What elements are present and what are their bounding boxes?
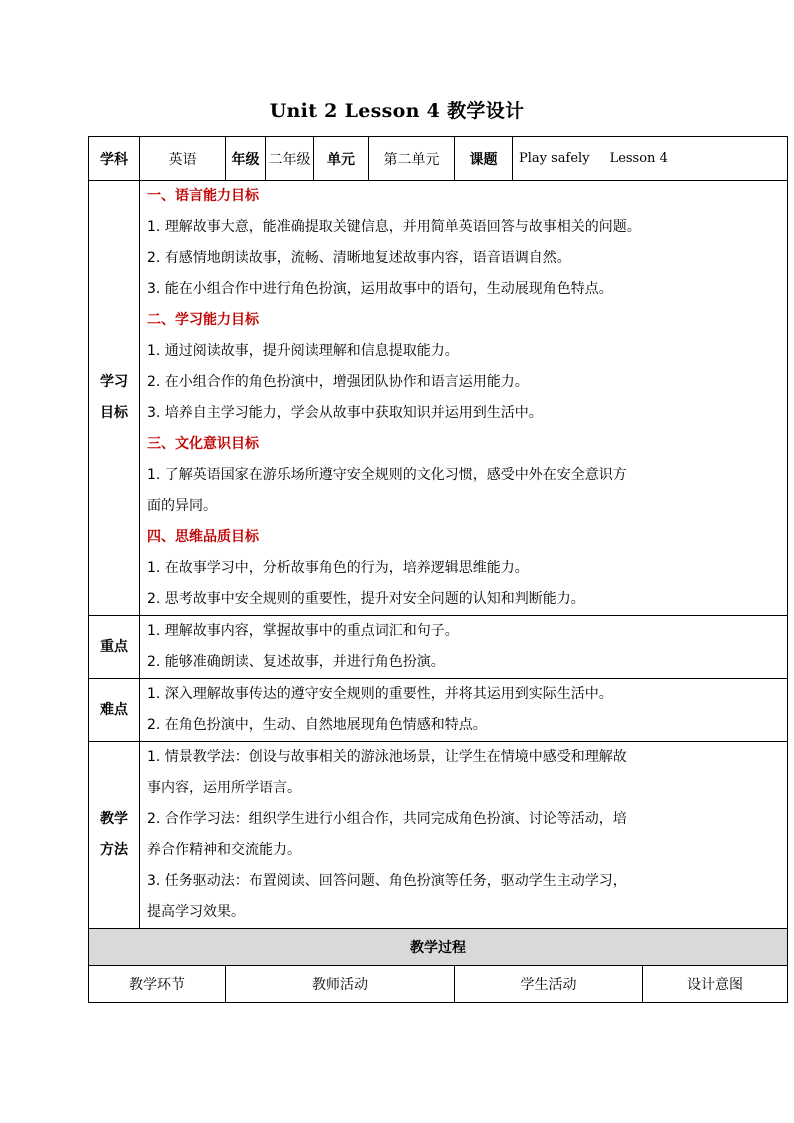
- subject-value: 英语: [140, 137, 226, 181]
- goal-item: 3. 培养自主学习能力，学会从故事中获取知识并运用到生活中。: [147, 405, 543, 421]
- method-item: 1. 情景教学法：创设与故事相关的游泳池场景，让学生在情境中感受和理解故: [147, 749, 627, 765]
- goal-heading-culture: 三、文化意识目标: [147, 436, 259, 452]
- process-header-row: [89, 929, 788, 966]
- goal-item: 3. 能在小组合作中进行角色扮演，运用故事中的语句，生动展现角色特点。: [147, 281, 613, 297]
- key-point-item: 2. 能够准确朗读、复述故事，并进行角色扮演。: [147, 654, 445, 670]
- key-points-label: [89, 616, 140, 679]
- methods-row: [89, 742, 788, 929]
- goal-heading-language: 一、语言能力目标: [147, 188, 259, 204]
- goal-item-continued: 面的异同。: [147, 498, 217, 514]
- key-point-item: 1. 理解故事内容，掌握故事中的重点词汇和句子。: [147, 623, 459, 639]
- topic-value-lesson: Lesson 4: [609, 151, 668, 166]
- method-item: 3. 任务驱动法：布置阅读、回答问题、角色扮演等任务，驱动学生主动学习，: [147, 873, 627, 889]
- goal-item: 2. 有感情地朗读故事，流畅、清晰地复述故事内容，语音语调自然。: [147, 250, 571, 266]
- topic-value: [513, 137, 788, 181]
- goal-item: 1. 通过阅读故事，提升阅读理解和信息提取能力。: [147, 343, 459, 359]
- goal-item: 2. 思考故事中安全规则的重要性，提升对安全问题的认知和判断能力。: [147, 591, 585, 607]
- col-teaching-stage: 教学环节: [89, 966, 226, 1003]
- grade-label: 年级: [226, 137, 266, 181]
- difficult-point-item: 2. 在角色扮演中，生动、自然地展现角色情感和特点。: [147, 717, 487, 733]
- topic-value-title: Play safely: [519, 151, 590, 166]
- goal-item: 1. 在故事学习中，分析故事角色的行为，培养逻辑思维能力。: [147, 560, 529, 576]
- goal-item: 1. 理解故事大意，能准确提取关键信息，并用简单英语回答与故事相关的问题。: [147, 219, 641, 235]
- col-teacher-activity: 教师活动: [226, 966, 455, 1003]
- goals-row: [89, 181, 788, 616]
- methods-label: [89, 742, 140, 929]
- methods-label-line2: 方法: [100, 842, 128, 858]
- unit-value: 第二单元: [369, 137, 455, 181]
- key-points-row: [89, 616, 788, 679]
- difficult-points-content: [140, 679, 788, 742]
- methods-label-line1: 教学: [100, 811, 128, 827]
- method-item: 2. 合作学习法：组织学生进行小组合作，共同完成角色扮演、讨论等活动，培: [147, 811, 627, 827]
- subject-label: 学科: [89, 137, 140, 181]
- topic-label: 课题: [455, 137, 513, 181]
- col-design-intent: 设计意图: [643, 966, 788, 1003]
- grade-value: 二年级: [266, 137, 314, 181]
- col-student-activity: 学生活动: [455, 966, 643, 1003]
- method-item-continued: 事内容，运用所学语言。: [147, 780, 301, 796]
- goals-label-line2: 目标: [100, 405, 128, 421]
- goal-heading-thinking: 四、思维品质目标: [147, 529, 259, 545]
- key-points-content: [140, 616, 788, 679]
- method-item-continued: 提高学习效果。: [147, 904, 245, 920]
- key-points-label-text: 重点: [100, 638, 128, 655]
- difficult-points-row: [89, 679, 788, 742]
- unit-label: 单元: [314, 137, 369, 181]
- process-title: 教学过程: [89, 929, 788, 966]
- goals-label-line1: 学习: [100, 374, 128, 390]
- difficult-points-label-text: 难点: [100, 701, 128, 718]
- methods-content: [140, 742, 788, 929]
- difficult-point-item: 1. 深入理解故事传达的遵守安全规则的重要性，并将其运用到实际生活中。: [147, 686, 613, 702]
- goals-label: [89, 181, 140, 616]
- process-columns-row: [89, 966, 788, 1003]
- goal-heading-learning: 二、学习能力目标: [147, 312, 259, 328]
- goal-item: 1. 了解英语国家在游乐场所遵守安全规则的文化习惯，感受中外在安全意识方: [147, 467, 627, 483]
- lesson-plan-table: [88, 136, 788, 1003]
- goal-item: 2. 在小组合作的角色扮演中，增强团队协作和语言运用能力。: [147, 374, 529, 390]
- document-title: Unit 2 Lesson 4 教学设计: [269, 100, 525, 122]
- header-row: [89, 137, 788, 181]
- difficult-points-label: [89, 679, 140, 742]
- method-item-continued: 养合作精神和交流能力。: [147, 842, 301, 858]
- goals-content: [140, 181, 788, 616]
